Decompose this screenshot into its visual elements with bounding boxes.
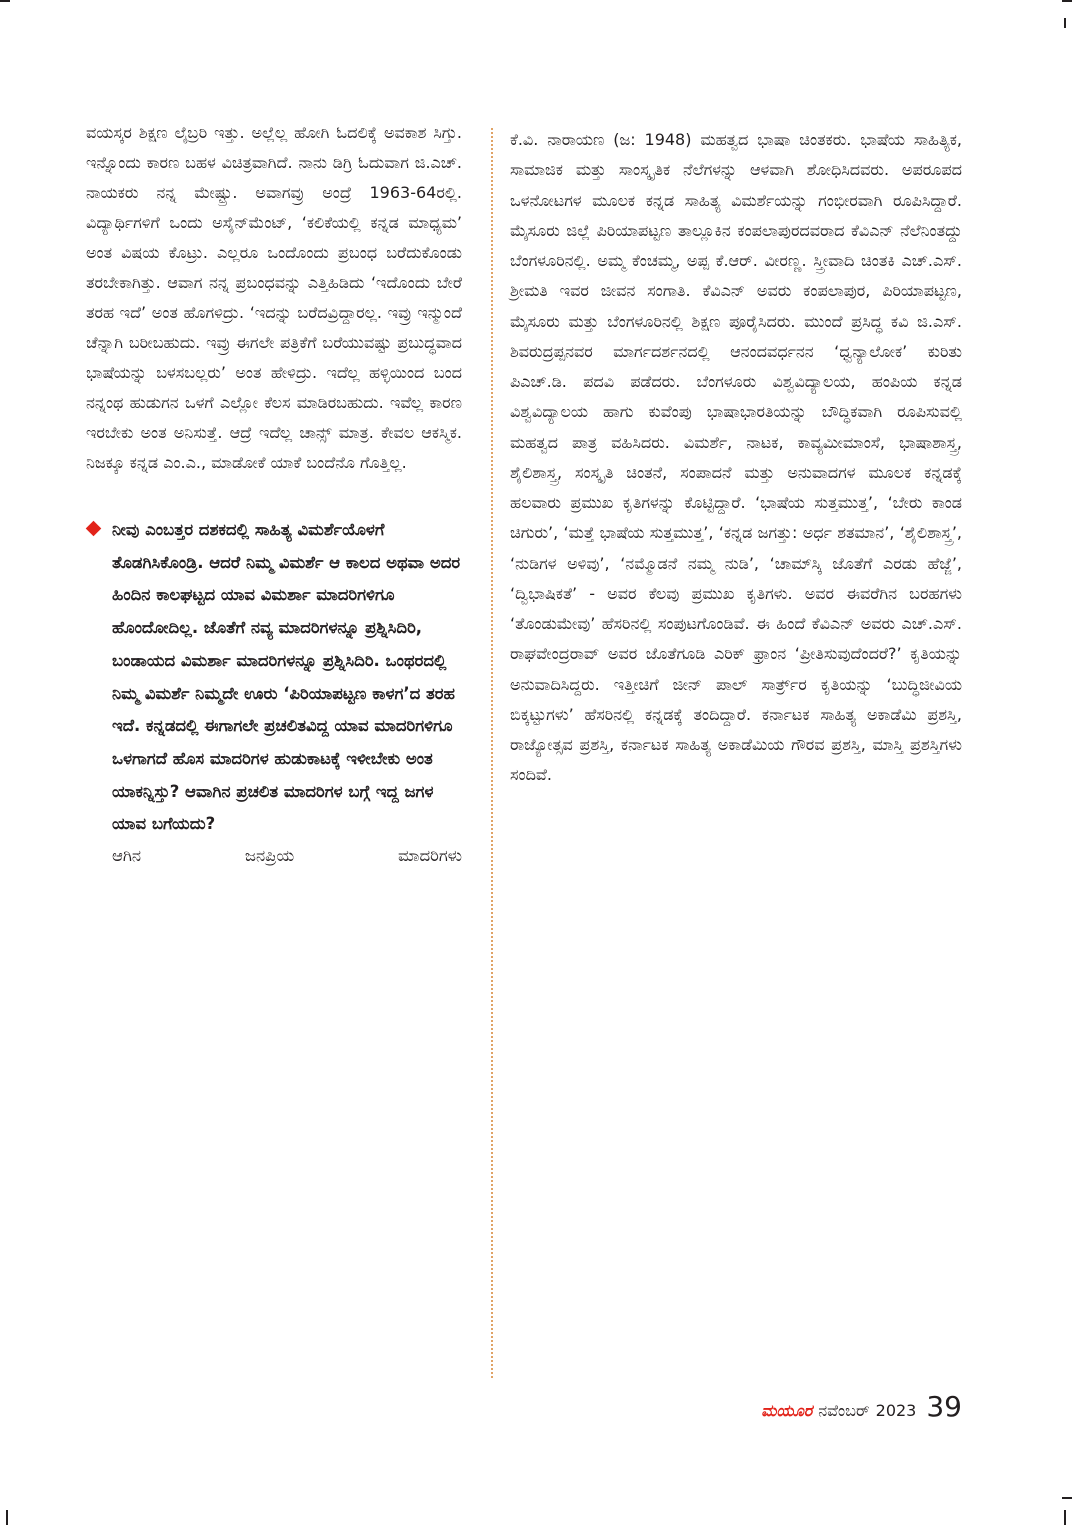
answer-word: ಆಗಿನ — [112, 846, 142, 866]
column-divider — [491, 128, 493, 1378]
answer-word: ಜನಪ್ರಿಯ — [244, 846, 295, 866]
crop-mark-bottom-right-vert — [1064, 1510, 1066, 1525]
interview-question-text: ನೀವು ಎಂಬತ್ತರ ದಶಕದಲ್ಲಿ ಸಾಹಿತ್ಯ ವಿಮರ್ಶೆಯೊಳಗೆ ತೊಡಗಿಸಿಕೊಂಡ್ರಿ. ಆದರೆ ನಿಮ್ಮ ವಿಮರ್ಶೆ ಆ ಕಾಲದ ಅಥವಾ ಅದರ ಹಿಂದಿನ ಕಾಲಘಟ್ಟದ ಯಾವ ವಿಮರ್ಶಾ ಮಾದರಿಗಳಿಗೂ ಹೊಂದೋದಿಲ್ಲ. ಜೊತೆಗೆ ನವ್ಯ ಮಾದರಿಗಳನ್ನೂ ಪ್ರಶ್ನಿಸಿದಿರಿ, ಬಂಡಾಯದ ವಿಮರ್ಶಾ ಮಾದರಿಗಳನ್ನೂ ಪ್ರಶ್ನಿಸಿದಿರಿ. ಒಂಥರದಲ್ಲಿ ನಿಮ್ಮ ವಿಮರ್ಶೆ ನಿಮ್ಮದೇ ಊರು ‘ಪಿರಿಯಾಪಟ್ಟಣ ಕಾಳಗ’ದ ತರಹ ಇದೆ. ಕನ್ನಡದಲ್ಲಿ ಈಗಾಗಲೇ ಪ್ರಚಲಿತವಿದ್ದ ಯಾವ ಮಾದರಿಗಳಿಗೂ ಒಳಗಾಗದೆ ಹೊಸ ಮಾದರಿಗಳ ಹುಡುಕಾಟಕ್ಕೆ ಇಳೀಬೇಕು ಅಂತ ಯಾಕನ್ನಿಸ್ತು? ಆವಾಗಿನ ಪ್ರಚಲಿತ ಮಾದರಿಗಳ ಬಗ್ಗೆ ಇದ್ದ ಜಗಳ ಯಾವ ಬಗೆಯದು? — [112, 520, 461, 834]
crop-mark-top-left — [0, 0, 10, 2]
crop-mark-top-right — [1062, 0, 1072, 2]
issue-year: 2023 — [875, 1401, 917, 1420]
page-number: 39 — [926, 1390, 962, 1423]
magazine-logo: ಮಯೂರ — [761, 1401, 813, 1420]
issue-month: ನವೆಂಬರ್ — [818, 1401, 870, 1420]
answer-continuation — [86, 841, 462, 871]
interview-answer-paragraph: ವಯಸ್ಕರ ಶಿಕ್ಷಣ ಲೈಬ್ರರಿ ಇತ್ತು. ಅಲ್ಲೆಲ್ಲ ಹೋಗಿ ಓದಲಿಕ್ಕೆ ಅವಕಾಶ ಸಿಗ್ತು. ಇನ್ನೊಂದು ಕಾರಣ ಬಹಳ ವಿಚಿತ್ರವಾಗಿದೆ. ನಾನು ಡಿಗ್ರಿ ಓದುವಾಗ ಜಿ.ಎಚ್. ನಾಯಕರು ನನ್ನ ಮೇಷ್ಟ್ರು. ಅವಾಗವ್ರು ಅಂದ್ರೆ 1963-64ರಲ್ಲಿ. ವಿದ್ಯಾರ್ಥಿಗಳಿಗೆ ಒಂದು ಅಸೈನ್‌ಮೆಂಟ್, ‘ಕಲಿಕೆಯಲ್ಲಿ ಕನ್ನಡ ಮಾಧ್ಯಮ’ ಅಂತ ವಿಷಯ ಕೊಟ್ರು. ಎಲ್ಲರೂ ಒಂದೊಂದು ಪ್ರಬಂಧ ಬರೆದುಕೊಂಡು ತರಬೇಕಾಗಿತ್ತು. ಆವಾಗ ನನ್ನ ಪ್ರಬಂಧವನ್ನು ಎತ್ತಿಹಿಡಿದು ‘ಇದೊಂದು ಬೇರೆ ತರಹ ಇದೆ’ ಅಂತ ಹೊಗಳಿದ್ರು. ‘ಇದನ್ನು ಬರೆದವ್ರಿದ್ದಾರಲ್ಲ. ಇವ್ರು ಇನ್ಮುಂದೆ ಚೆನ್ನಾಗಿ ಬರೀಬಹುದು. ಇವ್ರು ಈಗಲೇ ಪತ್ರಿಕೆಗೆ ಬರೆಯುವಷ್ಟು ಪ್ರಬುದ್ಧವಾದ ಭಾಷೆಯನ್ನು ಬಳಸಬಲ್ಲರು’ ಅಂತ ಹೇಳಿದ್ರು. ಇದೆಲ್ಲ ಹಳ್ಳಿಯಿಂದ ಬಂದ ನನ್ನಂಥ ಹುಡುಗನ ಒಳಗೆ ಎಲ್ಲೋ ಕೆಲಸ ಮಾಡಿರಬಹುದು. ಇವೆಲ್ಲ ಕಾರಣ ಇರಬೇಕು ಅಂತ ಅನಿಸುತ್ತೆ. ಆದ್ರೆ ಇದೆಲ್ಲ ಚಾನ್ಸ್ ಮಾತ್ರ. ಕೇವಲ ಆಕಸ್ಮಿಕ. ನಿಜಕ್ಕೂ ಕನ್ನಡ ಎಂ.ಎ., ಮಾಡೋಕೆ ಯಾಕೆ ಬಂದೆನೊ ಗೊತ್ತಿಲ್ಲ. — [86, 123, 462, 472]
answer-word: ಮಾದರಿಗಳು — [397, 846, 462, 866]
author-bio-paragraph: ಕೆ.ವಿ. ನಾರಾಯಣ (ಜ: 1948) ಮಹತ್ವದ ಭಾಷಾ ಚಿಂತಕರು. ಭಾಷೆಯ ಸಾಹಿತ್ಯಿಕ, ಸಾಮಾಜಿಕ ಮತ್ತು ಸಾಂಸ್ಕೃತಿಕ ನೆಲೆಗಳನ್ನು ಆಳವಾಗಿ ಶೋಧಿಸಿದವರು. ಅಪರೂಪದ ಒಳನೋಟಗಳ ಮೂಲಕ ಕನ್ನಡ ಸಾಹಿತ್ಯ ವಿಮರ್ಶೆಯನ್ನು ಗಂಭೀರವಾಗಿ ರೂಪಿಸಿದ್ದಾರೆ. ಮೈಸೂರು ಜಿಲ್ಲೆ ಪಿರಿಯಾಪಟ್ಟಣ ತಾಲ್ಲೂಕಿನ ಕಂಪಲಾಪುರದವರಾದ ಕೆವಿಎನ್ ನೆಲೆನಿಂತದ್ದು ಬೆಂಗಳೂರಿನಲ್ಲಿ. ಅಮ್ಮ ಕೆಂಚಮ್ಮ, ಅಪ್ಪ ಕೆ.ಆರ್. ವೀರಣ್ಣ. ಸ್ತ್ರೀವಾದಿ ಚಿಂತಕಿ ಎಚ್.ಎಸ್. ಶ್ರೀಮತಿ ಇವರ ಜೀವನ ಸಂಗಾತಿ. ಕೆವಿಎನ್ ಅವರು ಕಂಪಲಾಪುರ, ಪಿರಿಯಾಪಟ್ಟಣ, ಮೈಸೂರು ಮತ್ತು ಬೆಂಗಳೂರಿನಲ್ಲಿ ಶಿಕ್ಷಣ ಪೂರೈಸಿದರು. ಮುಂದೆ ಪ್ರಸಿದ್ಧ ಕವಿ ಜಿ.ಎಸ್. ಶಿವರುದ್ರಪ್ಪನವರ ಮಾರ್ಗದರ್ಶನದಲ್ಲಿ ಆನಂದವರ್ಧನನ ‘ಧ್ವನ್ಯಾಲೋಕ’ ಕುರಿತು ಪಿಎಚ್.ಡಿ. ಪದವಿ ಪಡೆದರು. ಬೆಂಗಳೂರು ವಿಶ್ವವಿದ್ಯಾಲಯ, ಹಂಪಿಯ ಕನ್ನಡ ವಿಶ್ವವಿದ್ಯಾಲಯ ಹಾಗು ಕುವೆಂಪು ಭಾಷಾಭಾರತಿಯನ್ನು ಬೌದ್ಧಿಕವಾಗಿ ರೂಪಿಸುವಲ್ಲಿ ಮಹತ್ವದ ಪಾತ್ರ ವಹಿಸಿದರು. ವಿಮರ್ಶೆ, ನಾಟಕ, ಕಾವ್ಯಮೀಮಾಂಸೆ, ಭಾಷಾಶಾಸ್ತ್ರ, ಶೈಲಿಶಾಸ್ತ್ರ, ಸಂಸ್ಕೃತಿ ಚಿಂತನೆ, ಸಂಪಾದನೆ ಮತ್ತು ಅನುವಾದಗಳ ಮೂಲಕ ಕನ್ನಡಕ್ಕೆ ಹಲವಾರು ಪ್ರಮುಖ ಕೃತಿಗಳನ್ನು ಕೊಟ್ಟಿದ್ದಾರೆ. ‘ಭಾಷೆಯ ಸುತ್ತಮುತ್ತ’, ‘ಬೇರು ಕಾಂಡ ಚಿಗುರು’, ‘ಮತ್ತೆ ಭಾಷೆಯ ಸುತ್ತಮುತ್ತ’, ‘ಕನ್ನಡ ಜಗತ್ತು: ಅರ್ಧ ಶತಮಾನ’, ‘ಶೈಲಿಶಾಸ್ತ್ರ’, ‘ನುಡಿಗಳ ಅಳಿವು’, ‘ನಮ್ಮೊಡನೆ ನಮ್ಮ ನುಡಿ’, ‘ಚಾಮ್‌ಸ್ಕಿ ಜೊತೆಗೆ ಎರಡು ಹೆಜ್ಜೆ’, ‘ದ್ವಿಭಾಷಿಕತೆ’ - ಅವರ ಕೆಲವು ಪ್ರಮುಖ ಕೃತಿಗಳು. ಅವರ ಈವರೆಗಿನ ಬರಹಗಳು ‘ತೊಂಡುಮೇವು’ ಹೆಸರಿನಲ್ಲಿ ಸಂಪುಟಗೊಂಡಿವೆ. ಈ ಹಿಂದೆ ಕೆವಿಎನ್ ಅವರು ಎಚ್.ಎಸ್. ರಾಘವೇಂದ್ರರಾವ್ ಅವರ ಜೊತೆಗೂಡಿ ಎರಿಕ್ ಫ್ರಾಂನ ‘ಪ್ರೀತಿಸುವುದೆಂದರೆ?’ ಕೃತಿಯನ್ನು ಅನುವಾದಿಸಿದ್ದರು. ಇತ್ತೀಚಿಗೆ ಜೀನ್ ಪಾಲ್ ಸಾರ್ತ್ರ್‌ರ ಕೃತಿಯನ್ನು ‘ಬುದ್ಧಿಜೀವಿಯ ಬಿಕ್ಕಟ್ಟುಗಳು’ ಹೆಸರಿನಲ್ಲಿ ಕನ್ನಡಕ್ಕೆ ತಂದಿದ್ದಾರೆ. ಕರ್ನಾಟಕ ಸಾಹಿತ್ಯ ಅಕಾಡೆಮಿ ಪ್ರಶಸ್ತಿ, ರಾಜ್ಯೋತ್ಸವ ಪ್ರಶಸ್ತಿ, ಕರ್ನಾಟಕ ಸಾಹಿತ್ಯ ಅಕಾಡೆಮಿಯ ಗೌರವ ಪ್ರಶಸ್ತಿ, ಮಾಸ್ತಿ ಪ್ರಶಸ್ತಿಗಳು ಸಂದಿವೆ. — [510, 130, 962, 785]
diamond-bullet-icon — [86, 521, 102, 537]
crop-mark-top-right-vert — [1064, 18, 1066, 28]
interview-question — [86, 514, 462, 841]
crop-mark-bottom-left — [6, 1510, 8, 1525]
page-footer — [761, 1390, 962, 1423]
left-column — [86, 118, 462, 871]
crop-mark-bottom-right — [1062, 1497, 1072, 1499]
